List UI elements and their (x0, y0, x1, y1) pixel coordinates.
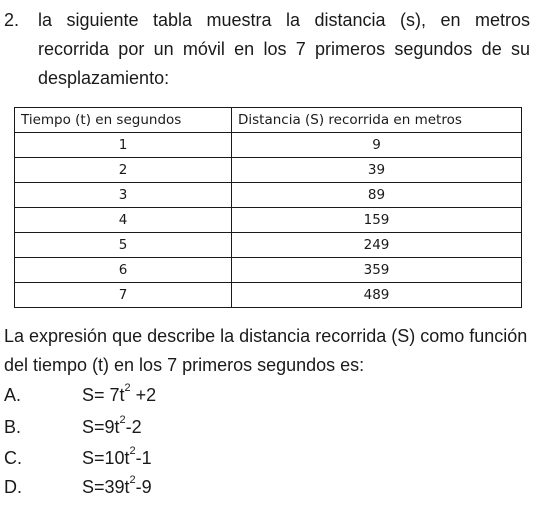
table-row (15, 158, 522, 183)
table-row (15, 183, 522, 208)
table-header-row (15, 108, 522, 133)
cell-distance: 9 (232, 133, 522, 158)
question-prompt: La expresión que describe la distancia recorrida (S) como función del tiempo (t) en los 7 primeros segundos es: (4, 326, 528, 375)
cell-distance: 489 (232, 283, 522, 308)
cell-distance: 159 (232, 208, 522, 233)
question-text: la siguiente tabla muestra la distancia (s), en metros recorrida por un móvil en los 7 primeros segundos de su desplazamiento: (38, 10, 530, 88)
cell-time: 7 (15, 283, 232, 308)
cell-time: 4 (15, 208, 232, 233)
question-number: 2. (4, 10, 20, 30)
cell-distance: 89 (232, 183, 522, 208)
header-time: Tiempo (t) en segundos (15, 108, 232, 133)
cell-distance: 249 (232, 233, 522, 258)
table-row (15, 233, 522, 258)
cell-time: 2 (15, 158, 232, 183)
option-expression: $S=10t^2-1$ (82, 445, 152, 468)
option-expression: $S=9t^2-2$ (82, 414, 142, 437)
option-letter: A. (4, 385, 22, 405)
cell-distance: 359 (232, 258, 522, 283)
option-letter: C. (4, 448, 22, 468)
header-distance: Distancia (S) recorrida en metros (232, 108, 522, 133)
option-letter: D. (4, 477, 22, 497)
cell-time: 1 (15, 133, 232, 158)
cell-distance: 39 (232, 158, 522, 183)
table-row (15, 283, 522, 308)
option-expression: $S=39t^2-9$ (82, 474, 152, 497)
table-row (15, 258, 522, 283)
option-expression: $S= 7t^2 +2$ (82, 382, 157, 405)
data-table (14, 107, 522, 308)
cell-time: 3 (15, 183, 232, 208)
cell-time: 6 (15, 258, 232, 283)
cell-time: 5 (15, 233, 232, 258)
table-row (15, 133, 522, 158)
table-row (15, 208, 522, 233)
option-letter: B. (4, 417, 22, 437)
